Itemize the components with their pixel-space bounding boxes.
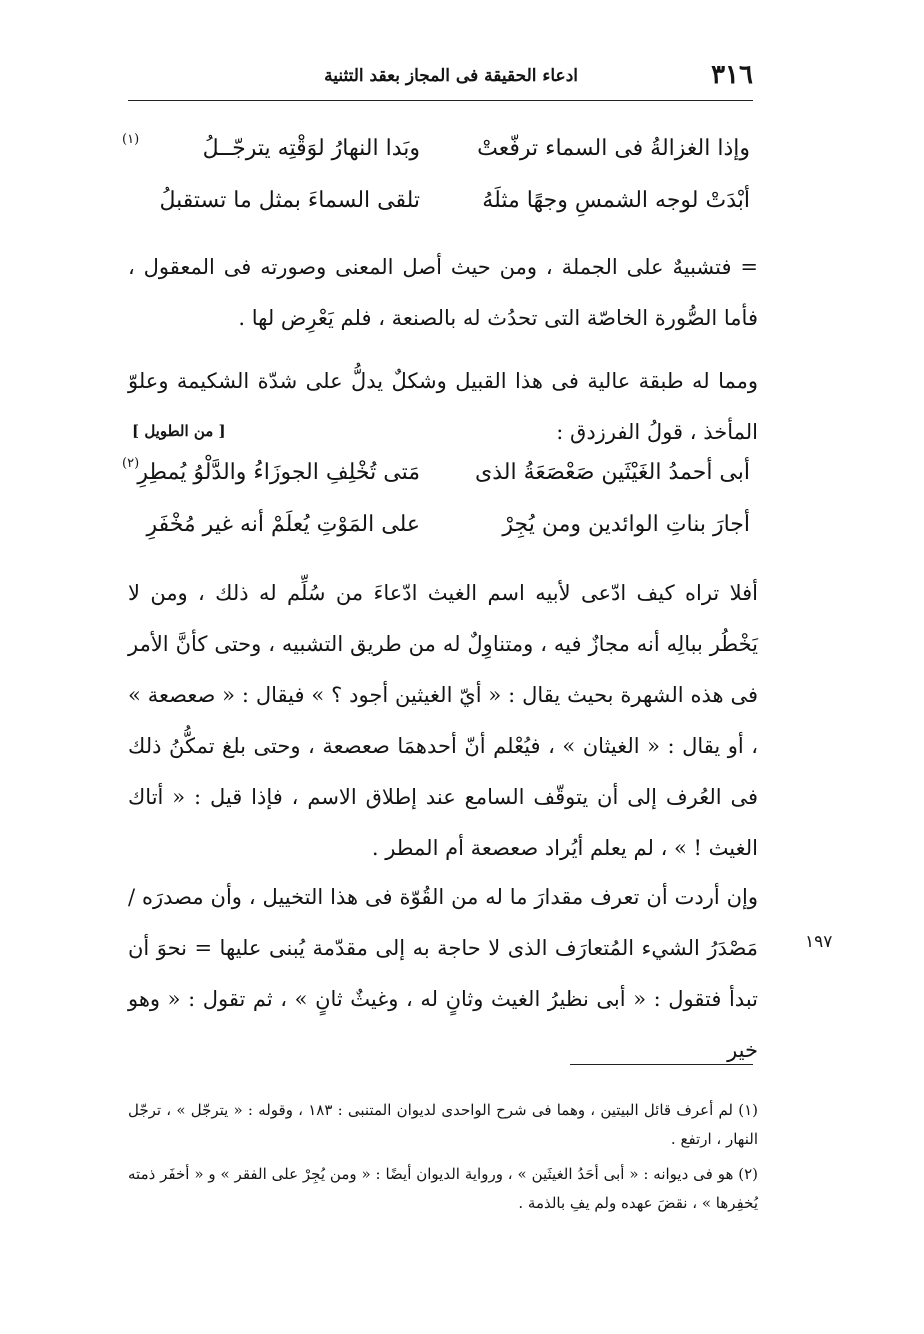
verse-line [122,132,750,182]
body-paragraph: أفلا تراه كيف ادّعى لأبيه اسم الغيث ادّعاءَ من سُلِّم له ذلك ، ومن لا يَخْطُر ببالِه أنه مجازٌ فيه ، ومتناوِلٌ له من طريق التشبيه ، وحتى كأنَّ الأمر فى هذه الشهرة بحيث يقال : « أيّ الغيثين أجود ؟ » فيقال : « صعصعة » ، أو يقال : « الغيثان » ، فيُعْلم أنّ أحدهمَا صعصعة ، وحتى بلغ تمكُّنُ ذلك فى العُرف إلى أن يتوقّف السامع عند إطلاق الاسم ، فإذا قيل : « أتاك الغيث ! » ، لم يعلم أيُراد صعصعة أم المطر . [128,581,758,860]
footnote-marker: (١) [122,132,140,147]
verse-line [122,456,750,506]
verse-line [146,512,750,558]
margin-number: ١٩٧ [805,932,833,952]
verse-hemistich-second: وبَدا النهارُ لوَقْتِه يترجّــلُ [202,136,420,161]
footnote: (٢) هو فى ديوانه : « أبى أحَدُ الغيثَين » ، ورواية الديوان أيضًا : « ومن يُجِرْ على الفقر » و « أخفَر ذمته يُخفِرها » ، نقضَ عهده ولم يفِ بالذمة . [128,1165,758,1212]
body-paragraph: = فتشبيهٌ على الجملة ، ومن حيث أصل المعنى وصورته فى المعقول ، فأما الصُّورة الخاصّة التى تحدُث له بالصنعة ، فلم يَعْرِض لها . [128,255,758,330]
verse-hemistich-second: تلقى السماءَ بمثل ما تستقبلُ [159,188,420,213]
verse-hemistich-first: وإذا الغزالةُ فى السماء ترفّعتْ [477,136,750,161]
verse-hemistich-first: أجارَ بناتِ الوائدين ومن يُجِرْ [502,512,750,537]
body-paragraph: ومما له طبقة عالية فى هذا القبيل وشكلٌ يدلُّ على شدّة الشكيمة وعلوّ المأخذ ، قولُ الفرزدق : [128,369,758,444]
running-title: ادعاء الحقيقة فى المجاز بعقد التثنية [324,66,578,86]
verse-hemistich-second: مَتى تُخْلِفِ الجوزَاءُ والدَّلْوُ يُمطِرِ [137,460,420,485]
page-number: ٣١٦ [711,60,753,90]
footnote-marker: (٢) [122,456,140,471]
verse-hemistich-first: أبى أحمدُ الغَيْثَين صَعْصَعَةُ الذى [475,460,750,485]
meter-label: [ من الطويل ] [132,422,226,440]
verse-hemistich-second: على المَوْتِ يُعلَمْ أنه غير مُخْفَرِ [146,512,420,537]
footnote: (١) لم أعرف قائل البيتين ، وهما فى شرح الواحدى لديوان المتنبى : ١٨٣ ، وقوله : « يترجّل » ، ترجّل النهار ، ارتفع . [128,1101,758,1148]
verse-hemistich-first: أبْدَتْ لوجه الشمسِ وجهًا مثلَهُ [482,188,750,213]
footnote-divider [570,1064,753,1065]
body-paragraph: وإن أردت أن تعرف مقدارَ ما له من القُوّة فى هذا التخييل ، وأن مصدرَه / مَصْدَرُ الشيء المُتعارَف الذى لا حاجة به إلى مقدّمة يُبنى عليها = نحوَ أن تبدأ فتقول : « أبى نظيرُ الغيث وثانٍ له ، وغيثٌ ثانٍ » ، ثم تقول : « وهو خير [128,885,758,1062]
page-header [128,60,753,101]
verse-line [150,188,750,234]
